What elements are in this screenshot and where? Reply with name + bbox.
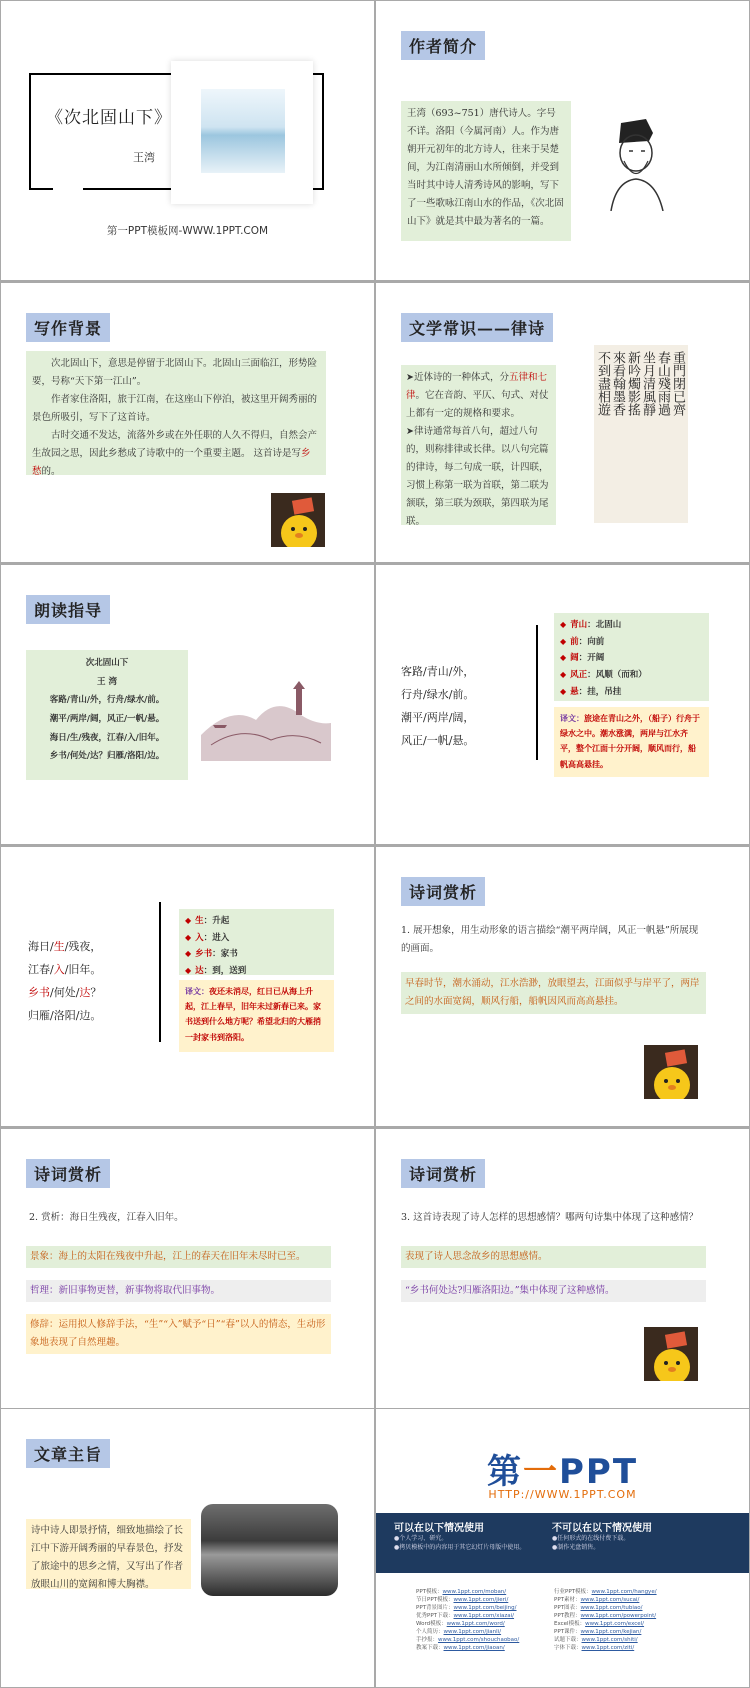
background-p1: 次北固山下，意思是停留于北固山下。北固山三面临江，形势险要，号称“天下第一江山”。 bbox=[32, 358, 318, 388]
link-label: PPT背景图片： bbox=[416, 1604, 454, 1611]
word-notes: ◆ 生：升起 ◆ 入：进入 ◆ 乡书：家书 ◆ 达：到，送到 bbox=[179, 909, 334, 975]
slide-appreciation-2[interactable] bbox=[1, 1129, 374, 1408]
link-label: 个人简历： bbox=[416, 1628, 444, 1635]
question-1: 1. 展开想象，用生动形象的语言描绘“潮平两岸阔，风正一帆悬”所展现的画面。 bbox=[401, 925, 699, 955]
link-row bbox=[554, 1589, 657, 1597]
link-url[interactable]: www.1ppt.com/beijing/ bbox=[453, 1604, 517, 1611]
slide-author-intro[interactable] bbox=[376, 1, 749, 280]
slide-main-idea[interactable] bbox=[1, 1409, 374, 1687]
links-right bbox=[554, 1589, 657, 1653]
link-row bbox=[416, 1613, 519, 1621]
background-text bbox=[26, 351, 326, 478]
question-2: 2. 赏析：海日生残夜，江春入旧年。 bbox=[29, 1212, 184, 1223]
note-bullet-1: ➤近体诗的一种体式，分五律和七律。它在音韵、平仄、句式、对仗上都有一定的规格和要求。 bbox=[406, 372, 549, 420]
chick-mascot-icon bbox=[644, 1327, 698, 1381]
slide-credits[interactable] bbox=[376, 1409, 749, 1687]
question-3: 3. 这首诗表现了诗人怎样的思想感情？哪两句诗集中体现了这种感情？ bbox=[401, 1212, 699, 1223]
poem-author: 王湾 bbox=[133, 151, 155, 164]
link-url[interactable]: www.1ppt.com/tubiao/ bbox=[580, 1604, 643, 1611]
link-label: Word模板： bbox=[416, 1620, 447, 1627]
link-row bbox=[416, 1605, 519, 1613]
link-row bbox=[554, 1597, 657, 1605]
link-url[interactable]: www.1ppt.com/xiazai/ bbox=[453, 1612, 515, 1619]
forbidden-usage: 不可以在以下情况使用 ●任何形式的在线付费下载。 ●制作光盘销售。 bbox=[552, 1523, 652, 1551]
link-row bbox=[554, 1645, 657, 1653]
main-idea-text: 诗中诗人即景抒情，细致地描绘了长江中下游开阔秀丽的早春景色，抒发了旅途中的思乡之情，又写出了作者放眼山川的宽阔和博大胸襟。 bbox=[26, 1519, 191, 1589]
link-row bbox=[554, 1637, 657, 1645]
background-p2: 作者家住洛阳，旅于江南，在这座山下停泊，被这里开阔秀丽的景色所吸引，写下了这首诗。 bbox=[32, 394, 318, 424]
answer-3b: “乡书何处达?归雁洛阳边。”集中体现了这种感情。 bbox=[401, 1280, 706, 1302]
slide-heading: 文章主旨 bbox=[26, 1439, 110, 1468]
brand-logo: 第一PPT bbox=[486, 1452, 639, 1492]
link-row bbox=[554, 1613, 657, 1621]
divider-line bbox=[536, 625, 538, 760]
link-label: 教案下载： bbox=[416, 1644, 444, 1651]
usage-terms-band bbox=[376, 1513, 749, 1573]
link-url[interactable]: www.1ppt.com/jianli/ bbox=[443, 1628, 502, 1635]
link-row bbox=[554, 1629, 657, 1637]
poem-rhythm-box: 次北固山下 王 湾 客路/青山/外，行舟/绿水/前。 潮平/两岸/阔，风正/一帆/悬。 海日/生/残夜，江春/入/旧年。 乡书/何处/达？归雁/洛阳/边。 bbox=[26, 650, 188, 780]
slide-appreciation-1[interactable] bbox=[376, 847, 749, 1126]
link-label: 字体下载： bbox=[554, 1644, 582, 1651]
poem-title: 《次北固山下》 bbox=[46, 108, 172, 128]
link-label: PPT教程： bbox=[554, 1612, 581, 1619]
river-photo bbox=[201, 1504, 338, 1596]
slide-heading: 写作背景 bbox=[26, 313, 110, 342]
slide-heading: 朗读指导 bbox=[26, 595, 110, 624]
link-row bbox=[554, 1621, 657, 1629]
link-label: 试题下载： bbox=[554, 1636, 582, 1643]
landscape-photo-card bbox=[171, 61, 313, 204]
note-bullet-2: ➤律诗通常每首八句，超过八句的，则称排律或长律。以八句完篇的律诗，每二句成一联，计四联，习惯上称第一联为首联，第二联为颔联，第三联为颈联，第四联为尾联。 bbox=[406, 426, 549, 528]
chick-mascot-icon bbox=[271, 493, 325, 547]
link-label: PPT素材： bbox=[554, 1596, 581, 1603]
author-bio: 王湾（693~751）唐代诗人。字号不详。洛阳（今属河南）人。作为唐朝开元初年的北方诗人，往来于吴楚间，为江南清丽山水所倾倒，并受到当时其中诗人清秀诗风的影响，写下了一些歌咏江南山水的作品，《次北固山下》就是其中最为著名的一篇。 bbox=[401, 101, 571, 241]
link-label: PPT模板： bbox=[416, 1589, 443, 1595]
word-notes: ◆ 青山：北固山 ◆ 前：向前 ◆ 阔：开阔 ◆ 风正：风顺（而和） ◆ 悬：挂，吊挂 bbox=[554, 613, 709, 701]
scene-answer: 景象：海上的太阳在残夜中升起，江上的春天在旧年未尽时已至。 bbox=[26, 1246, 331, 1268]
link-row bbox=[416, 1629, 519, 1637]
philosophy-answer: 哲理：新旧事物更替，新事物将取代旧事物。 bbox=[26, 1280, 331, 1302]
slide-reading-guide[interactable] bbox=[1, 565, 374, 844]
chick-mascot-icon bbox=[644, 1045, 698, 1099]
link-url[interactable]: www.1ppt.com/jieri/ bbox=[453, 1596, 509, 1603]
poem-lines: 海日/生/残夜， 江春/入/旧年。 乡书/何处/达？ 归雁/洛阳/边。 bbox=[28, 940, 102, 1023]
keyword-xiangchou: 乡愁 bbox=[32, 448, 311, 478]
link-url[interactable]: www.1ppt.com/excel/ bbox=[585, 1620, 645, 1627]
link-url[interactable]: www.1ppt.com/powerpoint/ bbox=[580, 1612, 657, 1619]
slide-heading: 文学常识——律诗 bbox=[401, 313, 553, 342]
site-credit: 第一PPT模板网-WWW.1PPT.COM bbox=[106, 225, 269, 237]
link-url[interactable]: www.1ppt.com/shiti/ bbox=[581, 1636, 638, 1643]
poem-lines: 客路/青山/外， 行舟/绿水/前。 潮平/两岸/阔， 风正/一帆/悬。 bbox=[401, 665, 475, 748]
allowed-usage: 可以在以下情况使用 ●个人学习、研究。 ●拷贝模板中的内容用于其它幻灯片母版中使用。 bbox=[394, 1523, 526, 1551]
translation-box: 译文：夜还未消尽，红日已从海上升起，江上春早，旧年未过新春已来。家书送到什么地方呢？希望北归的大雁捎一封家书到洛阳。 bbox=[179, 980, 334, 1052]
link-label: PPT图表： bbox=[554, 1604, 581, 1611]
link-row bbox=[416, 1621, 519, 1629]
slide-background[interactable] bbox=[1, 283, 374, 562]
link-row bbox=[416, 1589, 519, 1597]
link-url[interactable]: www.1ppt.com/kejian/ bbox=[580, 1628, 642, 1635]
slide-heading: 诗词赏析 bbox=[26, 1159, 110, 1188]
slide-heading: 诗词赏析 bbox=[401, 1159, 485, 1188]
link-url[interactable]: www.1ppt.com/hangye/ bbox=[591, 1589, 657, 1595]
link-url[interactable]: www.1ppt.com/sucai/ bbox=[580, 1596, 640, 1603]
slide-lines-1-4[interactable] bbox=[376, 565, 749, 844]
lake-mountain-image bbox=[201, 89, 285, 173]
link-url[interactable]: www.1ppt.com/jiaoan/ bbox=[443, 1644, 505, 1651]
brand-url[interactable]: HTTP://WWW.1PPT.COM bbox=[488, 1488, 637, 1501]
rhetoric-answer: 修辞：运用拟人修辞手法，“生”“入”赋予“日”“春”以人的情态，生动形象地表现了自然理趣。 bbox=[26, 1314, 331, 1354]
links-left bbox=[416, 1589, 519, 1653]
link-label: 节日PPT模板： bbox=[416, 1596, 454, 1603]
link-label: 优秀PPT下载： bbox=[416, 1612, 454, 1619]
link-row bbox=[416, 1597, 519, 1605]
slide-heading: 诗词赏析 bbox=[401, 877, 485, 906]
link-label: 手抄报： bbox=[416, 1636, 439, 1643]
divider-line bbox=[159, 902, 161, 1042]
slide-lines-5-8[interactable] bbox=[1, 847, 374, 1126]
link-url[interactable]: www.1ppt.com/shouchaobao/ bbox=[438, 1636, 520, 1643]
link-label: Excel模板： bbox=[554, 1620, 586, 1627]
link-url[interactable]: www.1ppt.com/moban/ bbox=[442, 1589, 507, 1595]
link-url[interactable]: www.1ppt.com/ziti/ bbox=[581, 1644, 635, 1651]
portrait-sketch bbox=[591, 111, 681, 211]
answer-3a: 表现了诗人思念故乡的思想感情。 bbox=[401, 1246, 706, 1268]
translation-box: 译文：旅途在青山之外，（船子）行舟于绿水之中。潮水涨满，两岸与江水齐平，整个江面十分开阔，顺风而行，船帆高高悬挂。 bbox=[554, 707, 709, 777]
slide-literary-knowledge[interactable] bbox=[376, 283, 749, 562]
link-label: PPT课件： bbox=[554, 1628, 581, 1635]
background-p3: 古时交通不发达，流落外乡或在外任职的人久不得归，自然会产生故园之思，因此乡愁成了诗歌中的一个重要主题。 这首诗是写乡愁的。 bbox=[32, 430, 318, 478]
link-label: 行业PPT模板： bbox=[554, 1589, 592, 1595]
slide-appreciation-3[interactable] bbox=[376, 1129, 749, 1408]
link-row bbox=[554, 1605, 657, 1613]
link-row bbox=[416, 1637, 519, 1645]
slide-heading: 作者简介 bbox=[401, 31, 485, 60]
answer-1: 早春时节，潮水涌动，江水浩渺，放眼望去，江面似乎与岸平了，两岸之间的水面宽阔，顺风行船，船帆因风而高高悬挂。 bbox=[401, 972, 706, 1014]
regulated-verse-notes bbox=[401, 365, 556, 528]
link-url[interactable]: www.1ppt.com/word/ bbox=[446, 1620, 505, 1627]
calligraphy-image: 重門閉已齊 春山殘雨過 坐月清風靜 新吟燭影搖 來看翰墨香 不到盡相遊 bbox=[594, 345, 688, 523]
slide-title[interactable] bbox=[1, 1, 374, 280]
link-row bbox=[416, 1645, 519, 1653]
ink-landscape-image bbox=[201, 665, 331, 761]
